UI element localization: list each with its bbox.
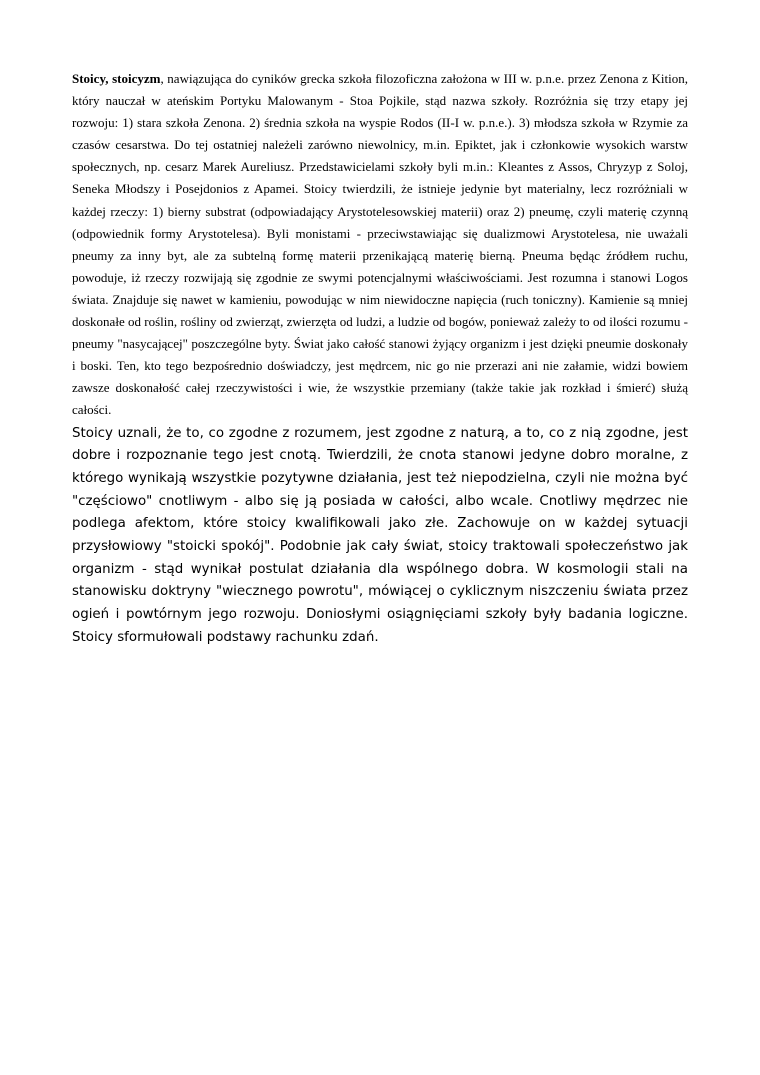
document-page — [72, 68, 688, 650]
term-heading: Stoicy, stoicyzm — [72, 71, 161, 86]
paragraph-body: , nawiązująca do cyników grecka szkoła filozoficzna założona w III w. p.n.e. przez Zenona z Kition, który nauczał w ateńskim Portyku Malowanym - Stoa Pojkile, stąd nazwa szkoły. Rozróżnia się trzy etapy jej rozwoju: 1) stara szkoła Zenona. 2) średnia szkoła na wyspie Rodos (II-I w. p.n.e.). 3) młodsza szkoła w Rzymie za czasów cesarstwa. Do tej ostatniej należeli zarówno niewolnicy, m.in. Epiktet, jak i członkowie wysokich warstw społecznych, np. cesarz Marek Aureliusz. Przedstawicielami szkoły byli m.in.: Kleantes z Assos, Chryzyp z Soloj, Seneka Młodszy i Posejdonios z Apamei. Stoicy twierdzili, że istnieje jedynie byt materialny, lecz rozróżniali w każdej rzeczy: 1) bierny substrat (odpowiadający Arystotelesowskiej materii) oraz 2) pneumę, czyli materię czynną (odpowiednik formy Arystotelesa). Byli monistami - przeciwstawiając się dualizmowi Arystotelesa, nie uważali pneumy za inny byt, ale za subtelną formę materii przenikającą materię bierną. Pneuma będąc źródłem ruchu, powoduje, iż rzeczy rozwijają się zgodnie ze swymi potencjalnymi właściwościami. Jest rozumna i stanowi Logos świata. Znajduje się nawet w kamieniu, powodując w nim niewidoczne napięcia (ruch toniczny). Kamienie są mniej doskonałe od roślin, rośliny od zwierząt, zwierzęta od ludzi, a ludzie od bogów, ponieważ zależy to od ilości rozumu - pneumy "nasycającej" poszczególne byty. Świat jako całość stanowi żyjący organizm i jest dzięki pneumie doskonały i boski. Ten, kto tego bezpośrednio doświadczy, jest mędrcem, nic go nie przerazi ani nie załamie, widzi bowiem zawsze doskonałość całej rzeczywistości i wie, że wszystkie przemiany (także takie jak rozkład i śmierć) służą całości. — [72, 71, 688, 418]
paragraph-stoicism-ethics: Stoicy uznali, że to, co zgodne z rozumem, jest zgodne z naturą, a to, co z nią zgodne, jest dobre i rozpoznanie tego jest cnotą. Twierdzili, że cnota stanowi jedyne dobro moralne, z którego wynikają wszystkie pozytywne działania, jest też niepodzielna, czyli nie można być "częściowo" cnotliwym - albo się ją posiada w całości, albo wcale. Cnotliwy mędrzec nie podlega afektom, które stoicy kwalifikowali jako złe. Zachowuje on w każdej sytuacji przysłowiowy "stoicki spokój". Podobnie jak cały świat, stoicy traktowali społeczeństwo jak organizm - stąd wynikał postulat działania dla wspólnego dobra. W kosmologii stali na stanowisku doktryny "wiecznego powrotu", mówiącej o cyklicznym niszczeniu świata przez ogień i powtórnym jego rozwoju. Doniosłymi osiągnięciami szkoły były badania logiczne. Stoicy sformułowali podstawy rachunku zdań. — [72, 425, 688, 645]
paragraph-stoicism-intro — [72, 68, 688, 422]
